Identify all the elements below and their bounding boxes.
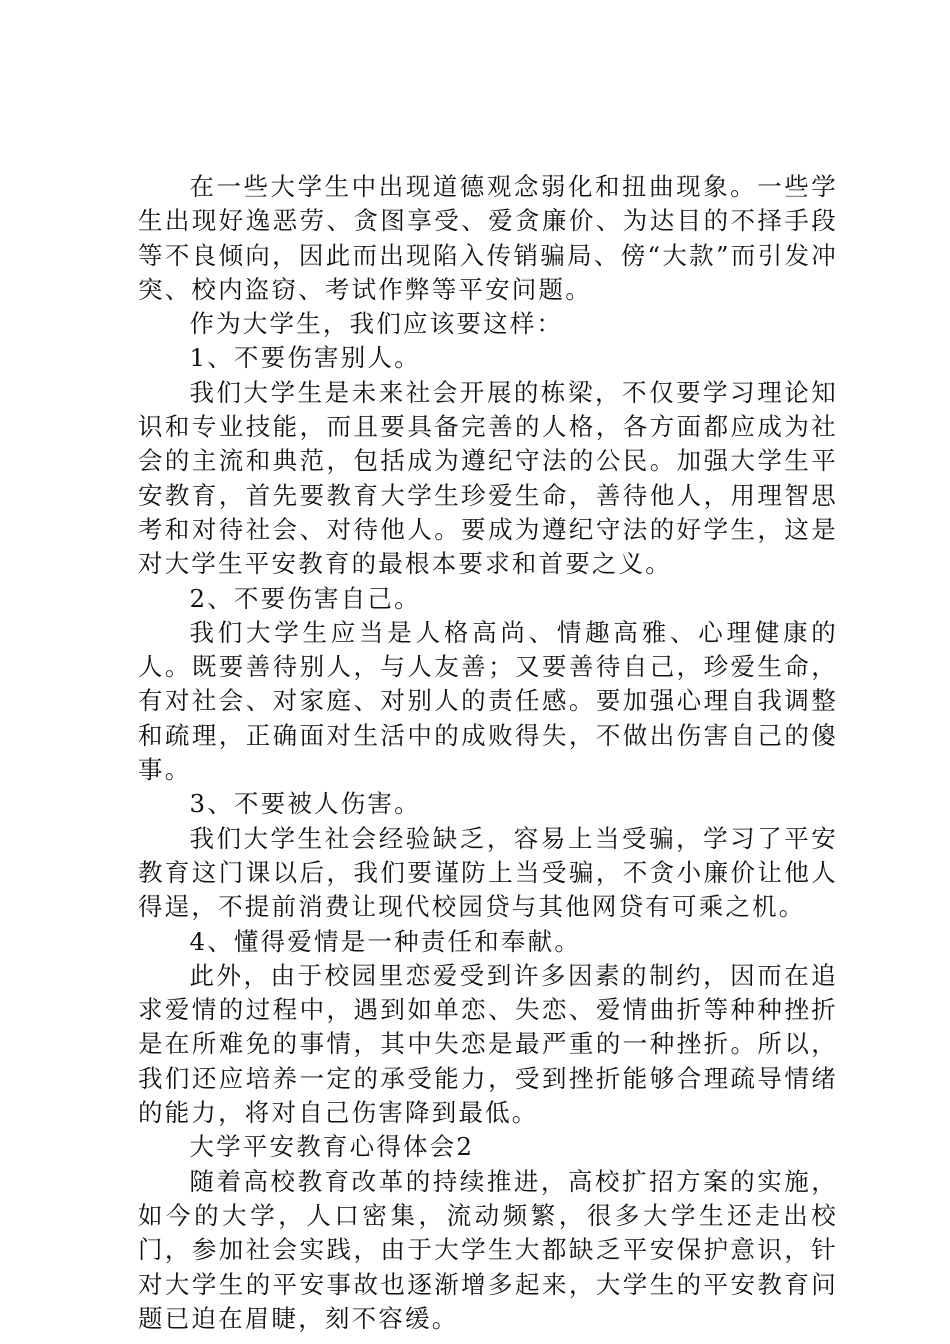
heading-point-3: 3、不要被人伤害。 xyxy=(189,789,421,819)
document-body xyxy=(138,170,838,1336)
paragraph-intro: 作为大学生，我们应该要这样： xyxy=(189,309,564,339)
heading-point-1: 1、不要伤害别人。 xyxy=(189,343,421,373)
paragraph-moral-issues: 在一些大学生中出现道德观念弱化和扭曲现象。一些学生出现好逸恶劳、贪图享受、爱贪廉价、为达目的不择手段等不良倾向，因此而出现陷入传销骗局、傍“大款”而引发冲突、校内盗窃、考试作弊等平安问题。 xyxy=(138,172,838,304)
paragraph-point-4: 此外，由于校园里恋爱受到许多因素的制约，因而在追求爱情的过程中，遇到如单恋、失恋、爱情曲折等种种挫折是在所难免的事情，其中失恋是最严重的一种挫折。所以，我们还应培养一定的承受能力，受到挫折能够合理疏导情绪的能力，将对自己伤害降到最低。 xyxy=(138,960,838,1128)
paragraph-section-2: 随着高校教育改革的持续推进，高校扩招方案的实施，如今的大学，人口密集，流动频繁，很多大学生还走出校门，参加社会实践，由于大学生大都缺乏平安保护意识，针对大学生的平安事故也逐渐增多起来，大学生的平安教育问题已迫在眉睫，刻不容缓。 xyxy=(138,1166,838,1333)
heading-point-4: 4、懂得爱情是一种责任和奉献。 xyxy=(189,926,582,956)
paragraph-point-1: 我们大学生是未来社会开展的栋梁，不仅要学习理论知识和专业技能，而且要具备完善的人格，各方面都应成为社会的主流和典范，包括成为遵纪守法的公民。加强大学生平安教育，首先要教育大学生珍爱生命，善待他人，用理智思考和对待社会、对待他人。要成为遵纪守法的好学生，这是对大学生平安教育的最根本要求和首要之义。 xyxy=(138,377,838,579)
section-title-2: 大学平安教育心得体会2 xyxy=(189,1132,475,1162)
heading-point-2: 2、不要伤害自己。 xyxy=(189,583,421,613)
paragraph-point-2: 我们大学生应当是人格高尚、情趣高雅、心理健康的人。既要善待别人，与人友善；又要善待自己，珍爱生命，有对社会、对家庭、对别人的责任感。要加强心理自我调整和疏理，正确面对生活中的成败得失，不做出伤害自己的傻事。 xyxy=(138,617,838,785)
paragraph-point-3: 我们大学生社会经验缺乏，容易上当受骗，学习了平安教育这门课以后，我们要谨防上当受骗，不贪小廉价让他人得逞，不提前消费让现代校园贷与其他网贷有可乘之机。 xyxy=(138,823,838,922)
